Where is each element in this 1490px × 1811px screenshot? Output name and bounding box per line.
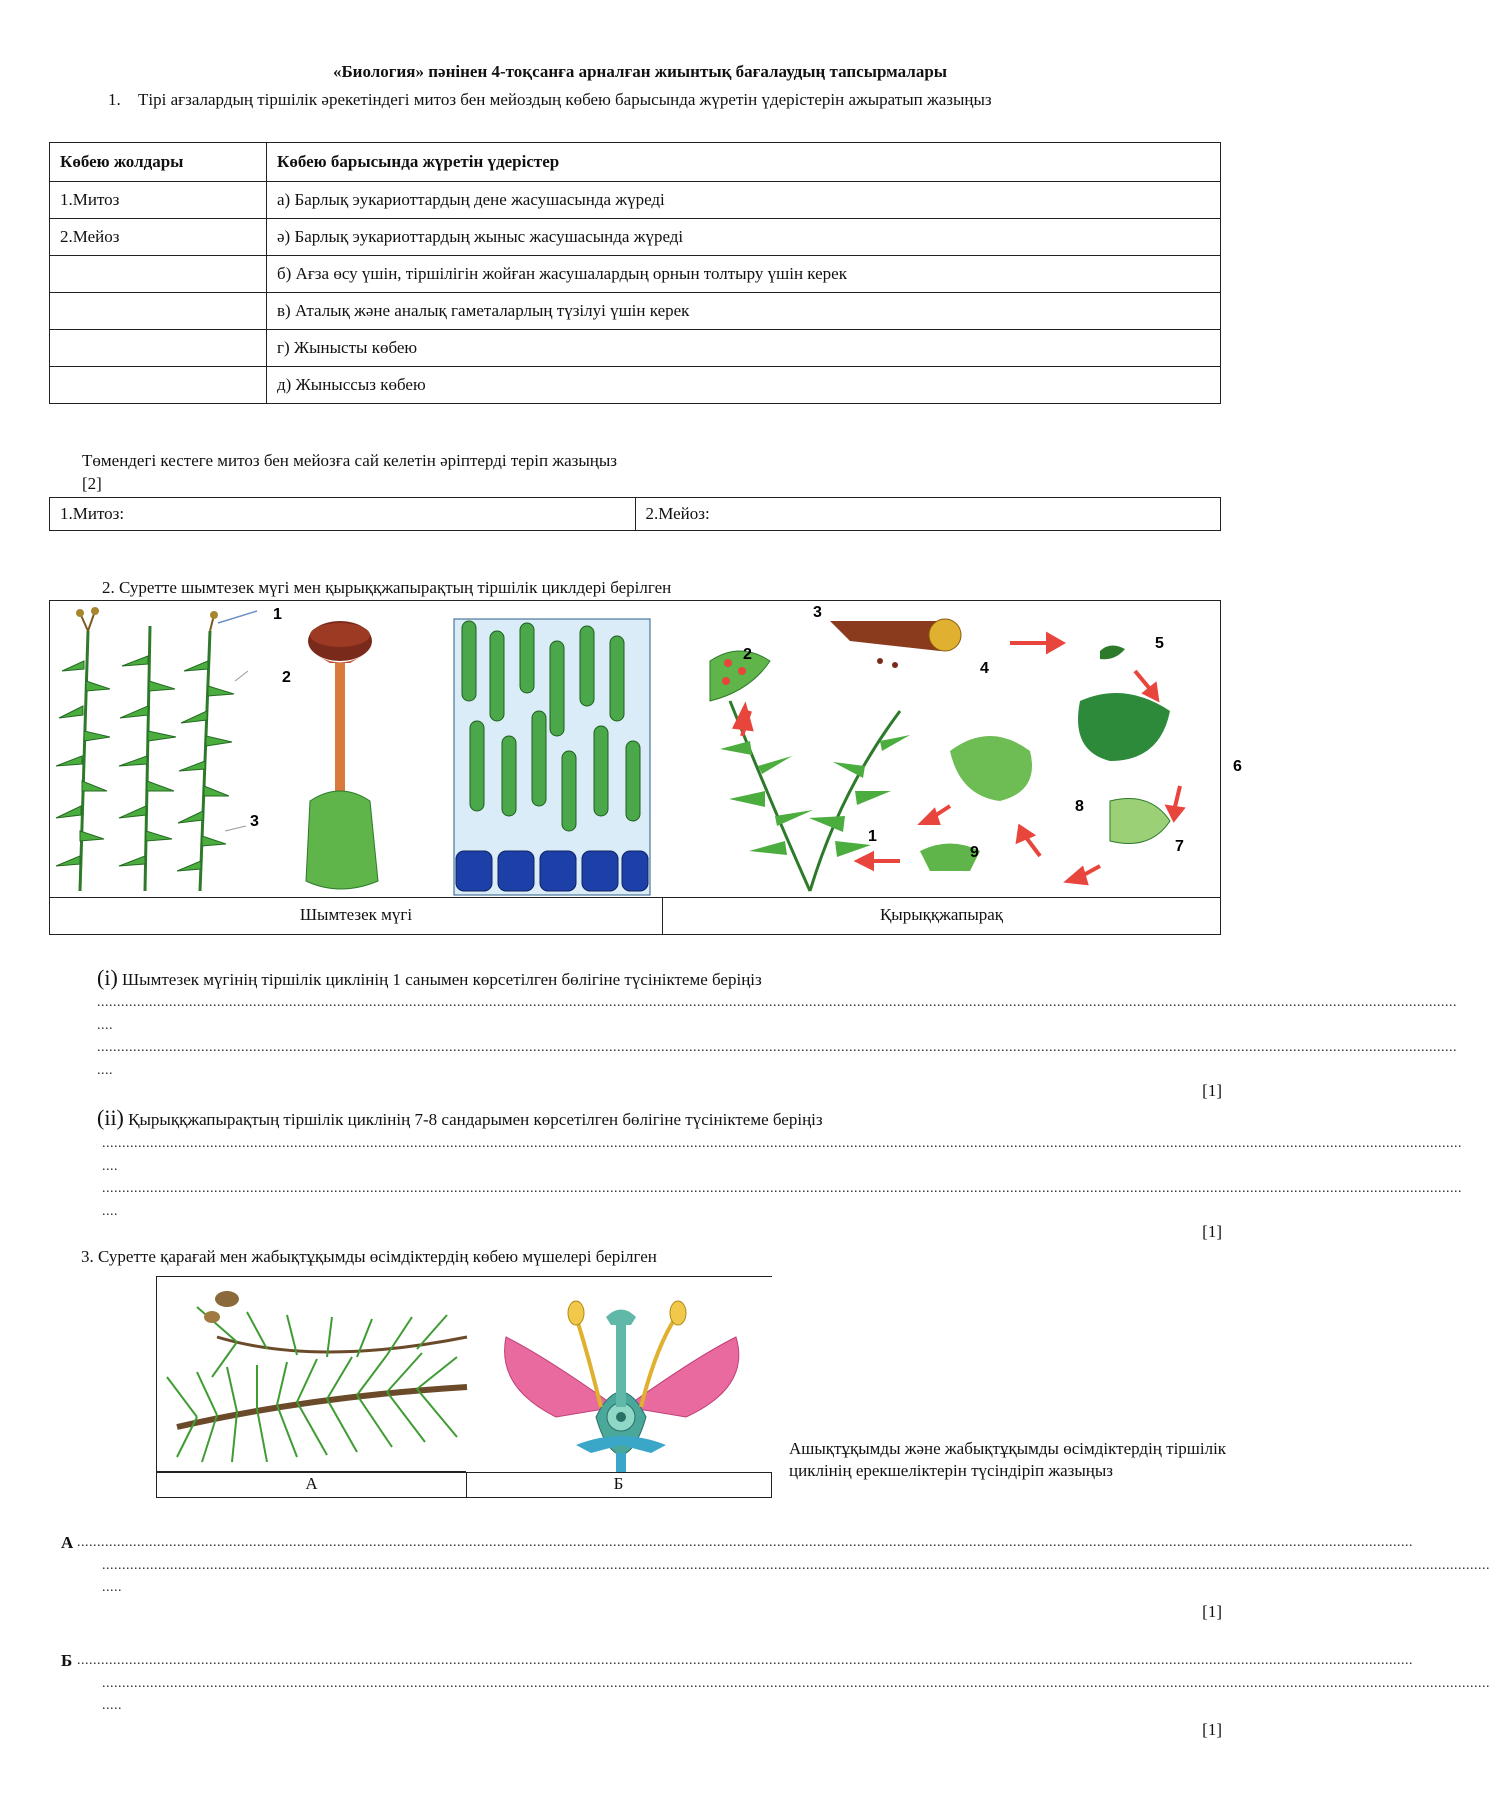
question-1 [108,90,992,110]
page-title: «Биология» пәнінен 4-тоқсанға арналған жиынтық бағалаудың тапсырмалары [332,62,948,81]
table-cell: б) Ағза өсу үшін, тіршілігін жойған жасушалардың орнын толтыру үшін керек [267,256,1221,293]
table-row [50,256,1221,293]
table-cell: г) Жынысты көбею [267,330,1221,367]
table-row [50,498,1221,531]
table-row [50,219,1221,256]
flower-panel [466,1276,772,1472]
table-cell: а) Барлық эукариоттардың дене жасушасында жүреді [267,182,1221,219]
question-2-i-mark: [1] [1202,1081,1222,1100]
answer-line-continuation: .... [97,1063,113,1078]
question-1-mark: [2] [82,474,102,493]
moss-plant-illustration [56,606,291,891]
question-2-i-text: Шымтезек мүгінің тіршілік циклінің 1 санымен көрсетілген бөлігіне түсініктеме беріңіз [122,970,762,989]
answer-line[interactable]: .................................................................................................................................................................................................................................................................................................................................................... [97,1040,1457,1055]
moss-caption: Шымтезек мүгі [50,897,662,934]
table-row [50,293,1221,330]
life-cycle-figure [49,600,1242,935]
pine-branch-illustration [157,1277,467,1473]
answer-line[interactable]: ........................................................................................................................................................................................................................................................................................................................................................... [102,1676,1490,1691]
fern-label-2: 2 [743,646,752,663]
pine-panel [156,1276,466,1472]
table-row [50,367,1221,404]
table-row [50,330,1221,367]
question-2-ii-label: (ii) [97,1105,124,1130]
table-cell [50,293,267,330]
answer-table [49,497,1221,531]
answer-line[interactable]: .............................................................................................................................................................................................................................................................................................................................................. [77,1653,1413,1668]
pine-caption: А [156,1472,467,1498]
flower-caption: Б [466,1472,772,1498]
table-cell: ә) Барлық эукариоттардың жыныс жасушасында жүреді [267,219,1221,256]
fern-label-5: 5 [1155,635,1164,652]
question-3-side-text: Ашықтұқымды және жабықтұқымды өсімдіктердің тіршілік циклінің ерекшеліктерін түсіндіріп жазыңыз [789,1439,1227,1480]
table-cell: 1.Митоз [50,182,267,219]
answer-line-continuation: .... [97,1018,113,1033]
fern-label-3: 3 [813,604,822,621]
answer-b-label: Б [61,1651,73,1670]
moss-cells-illustration [454,619,650,895]
table-cell: в) Аталық және аналық гаметаларлың түзілуі үшін керек [267,293,1221,330]
flower-illustration [466,1277,772,1473]
question-1-number: 1. [108,90,121,109]
question-1-text: Тірі ағзалардың тіршілік әрекетіндегі митоз бен мейоздың көбею барысында жүретін үдерістерін ажыратып жазыңыз [138,90,992,109]
question-3-b-mark: [1] [1202,1720,1222,1739]
table-cell [50,367,267,404]
fern-label-6: 6 [1233,758,1242,775]
moss-label-1: 1 [273,606,282,623]
answer-line-continuation: .... [102,1204,118,1219]
moss-label-3: 3 [250,813,259,830]
fern-label-7: 7 [1175,838,1184,855]
table-header-cell: Көбею барысында жүретін үдерістер [267,143,1221,182]
table-row [50,182,1221,219]
question-3-a-mark: [1] [1202,1602,1222,1621]
answer-line[interactable]: .................................................................................................................................................................................................................................................................................................................................................... [102,1136,1462,1151]
fern-illustration [710,619,1170,891]
table-cell: 2.Мейоз [50,219,267,256]
answer-line[interactable]: .................................................................................................................................................................................................................................................................................................................................................... [97,995,1457,1010]
meiosis-answer-cell[interactable]: 2.Мейоз: [635,498,1221,531]
life-cycle-illustration [50,601,1242,897]
answer-line[interactable]: .............................................................................................................................................................................................................................................................................................................................................. [77,1535,1413,1550]
fern-label-1: 1 [868,828,877,845]
reproductive-organs-figure [156,1276,772,1498]
table-cell: д) Жыныссыз көбею [267,367,1221,404]
question-2-i [97,965,762,991]
moss-capsule-illustration [306,621,378,889]
answer-line-continuation: ..... [102,1698,122,1713]
question-2-ii-mark: [1] [1202,1222,1222,1241]
reproduction-table [49,142,1221,404]
table-header-row [50,143,1221,182]
answer-line[interactable]: .................................................................................................................................................................................................................................................................................................................................................... [102,1181,1462,1196]
answer-line-continuation: .... [102,1159,118,1174]
question-2-i-label: (i) [97,965,118,990]
question-3-text: 3. Суретте қарағай мен жабықтұқымды өсімдіктердің көбею мүшелері берілген [81,1247,657,1266]
mitosis-answer-cell[interactable]: 1.Митоз: [50,498,636,531]
question-2-ii [97,1105,823,1131]
fern-label-9: 9 [970,844,979,861]
question-1-instruction: Төмендегі кестеге митоз бен мейозға сай келетін әріптерді теріп жазыңыз [82,451,618,470]
table-header-cell: Көбею жолдары [50,143,267,182]
fern-label-4: 4 [980,660,989,677]
fern-caption: Қырыққжапырақ [662,897,1220,934]
question-2-text: 2. Суретте шымтезек мүгі мен қырыққжапырақтың тіршілік циклдері берілген [102,578,672,597]
answer-a-label: А [61,1533,74,1552]
moss-label-2: 2 [282,669,291,686]
question-2-ii-text: Қырыққжапырақтың тіршілік циклінің 7-8 сандарымен көрсетілген бөлігіне түсініктеме беріңіз [128,1110,823,1129]
answer-line[interactable]: ........................................................................................................................................................................................................................................................................................................................................................... [102,1558,1490,1573]
answer-line-continuation: ..... [102,1580,122,1595]
table-cell [50,330,267,367]
table-cell [50,256,267,293]
fern-label-8: 8 [1075,798,1084,815]
